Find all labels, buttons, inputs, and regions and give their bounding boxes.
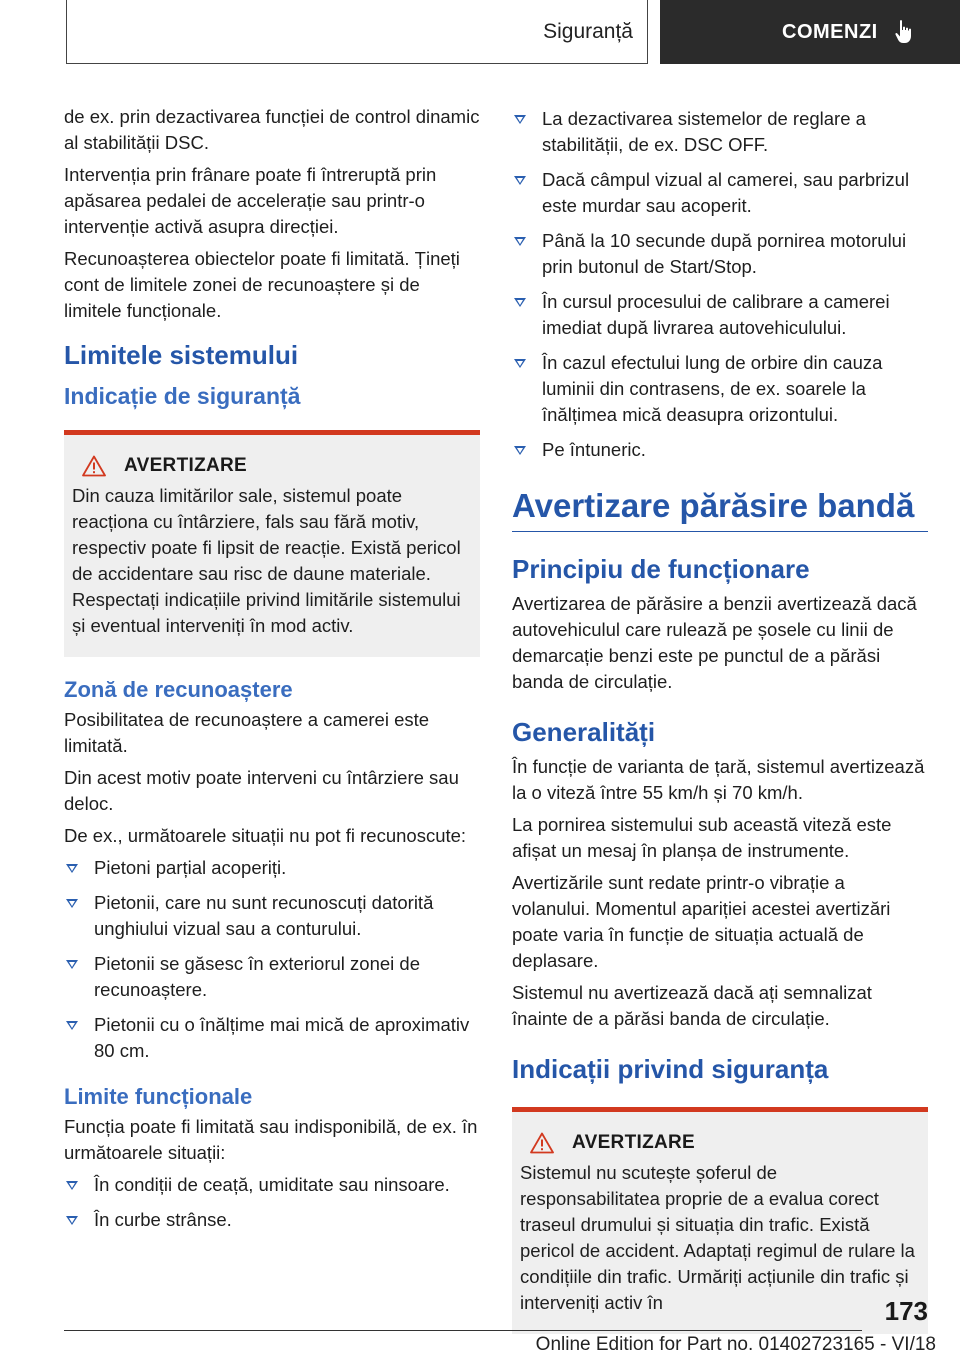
- func-paragraph: Funcția poate fi limitată sau indisponibilă, de ex. în următoarele situații:: [64, 1116, 478, 1163]
- header-section-tab: [66, 0, 648, 64]
- zone-paragraph-2: Din acest motiv poate interveni cu întârziere sau deloc.: [64, 767, 459, 814]
- list-item: Pietonii, care nu sunt recunoscuți datorită unghiului vizual sau a conturului.: [64, 890, 480, 942]
- general-paragraph-2: La pornirea sistemului sub această viteză este afișat un mesaj în planșa de instrumente.: [512, 814, 892, 861]
- warning-title: AVERTIZARE: [572, 1132, 695, 1153]
- heading-safety-note: Indicație de siguranță: [64, 383, 301, 409]
- header-section-label: Siguranță: [543, 19, 633, 43]
- zone-paragraph-1: Posibilitatea de recunoaștere a camerei este limitată.: [64, 709, 430, 756]
- list-item: Pe întuneric.: [512, 437, 928, 463]
- heading-safety-notes: Indicații privind siguranța: [512, 1054, 829, 1084]
- page-number: 173: [884, 1296, 928, 1326]
- list-item: În curbe strânse.: [64, 1207, 480, 1233]
- list-item: La dezactivarea sistemelor de reglare a stabilității, de ex. DSC OFF.: [512, 106, 928, 158]
- right-column: [512, 104, 928, 1344]
- heading-recognition-zone: Zonă de recunoaștere: [64, 677, 293, 702]
- general-paragraph-4: Sistemul nu avertizează dacă ați semnalizat înainte de a părăsi banda de circulație.: [512, 982, 872, 1029]
- warning-box-left: [64, 430, 480, 657]
- list-item: În cazul efectului lung de orbire din cauza luminii din contrasens, de ex. soarele la înălțimea mică deasupra orizontului.: [512, 350, 928, 428]
- list-item: Pietonii se găsesc în exteriorul zonei de recunoaștere.: [64, 951, 480, 1003]
- warning-triangle-icon: [530, 1132, 554, 1154]
- footer-edition: Online Edition for Part no. 01402723165 - VI/18: [535, 1334, 936, 1355]
- pointing-hand-icon: [892, 19, 916, 45]
- footer-divider: [64, 1330, 862, 1331]
- warning-box-right: [512, 1107, 928, 1334]
- left-column: [64, 104, 480, 1242]
- heading-general: Generalități: [512, 717, 656, 747]
- limits-list-continued: [512, 106, 928, 463]
- heading-operating-principle: Principiu de funcționare: [512, 554, 810, 584]
- warning-triangle-icon: [82, 455, 106, 477]
- heading-functional-limits: Limite funcționale: [64, 1084, 253, 1109]
- zone-list: [64, 855, 480, 1064]
- list-item: Până la 10 secunde după pornirea motorului prin butonul de Start/Stop.: [512, 228, 928, 280]
- func-list: [64, 1172, 480, 1233]
- warning-title: AVERTIZARE: [124, 455, 247, 476]
- list-item: Dacă câmpul vizual al camerei, sau parbrizul este murdar sau acoperit.: [512, 167, 928, 219]
- list-item: Pietoni parțial acoperiți.: [64, 855, 480, 881]
- header-chapter-tab: [660, 0, 960, 64]
- warning-header: [520, 1132, 916, 1154]
- general-paragraph-1: În funcție de varianta de țară, sistemul avertizează la o viteză între 55 km/h și 70 km/h.: [512, 756, 925, 803]
- intro-paragraph-3: Recunoașterea obiectelor poate fi limitată. Țineți cont de limitele zonei de recunoaștere și de limitele funcționale.: [64, 248, 460, 321]
- zone-paragraph-3: De ex., următoarele situații nu pot fi recunoscute:: [64, 825, 467, 846]
- general-paragraph-3: Avertizările sunt redate printr-o vibrație a volanului. Momentul apariției acestei avertizări poate varia în funcție de situația actuală de deplasare.: [512, 872, 891, 971]
- list-item: În cursul procesului de calibrare a camerei imediat după livrarea autovehiculului.: [512, 289, 928, 341]
- warning-text: Sistemul nu scutește șoferul de responsabilitatea proprie de a evalua corect traseul drumului și situația din trafic. Există pericol de accident. Adaptați regimul de rulare la condițiile din trafic. Urmăriți acțiunile din trafic și interveniți activ în: [520, 1162, 915, 1313]
- header-chapter-label: COMENZI: [782, 20, 878, 43]
- principle-paragraph: Avertizarea de părăsire a benzii avertizează dacă autovehiculul care rulează pe șosele cu linii de demarcație benzi este pe punctul de a părăsi banda de circulație.: [512, 593, 917, 692]
- heading-lane-departure-warning: Avertizare părăsire bandă: [512, 487, 928, 532]
- list-item: Pietonii cu o înălțime mai mică de aproximativ 80 cm.: [64, 1012, 480, 1064]
- warning-text: Din cauza limitărilor sale, sistemul poate reacționa cu întârziere, fals sau fără motiv, respectiv poate fi lipsit de reacție. Există pericol de accidentare sau risc de daune materiale. Respectați indicațiile privind limitările sistemului și eventual interveniți în mod activ.: [72, 485, 461, 636]
- warning-header: [72, 455, 468, 477]
- intro-paragraph-1: de ex. prin dezactivarea funcției de control dinamic al stabilității DSC.: [64, 106, 480, 153]
- heading-system-limits: Limitele sistemului: [64, 340, 299, 370]
- intro-paragraph-2: Intervenția prin frânare poate fi întreruptă prin apăsarea pedalei de accelerație sau printr-o intervenție activă asupra direcției.: [64, 164, 437, 237]
- list-item: În condiții de ceață, umiditate sau ninsoare.: [64, 1172, 480, 1198]
